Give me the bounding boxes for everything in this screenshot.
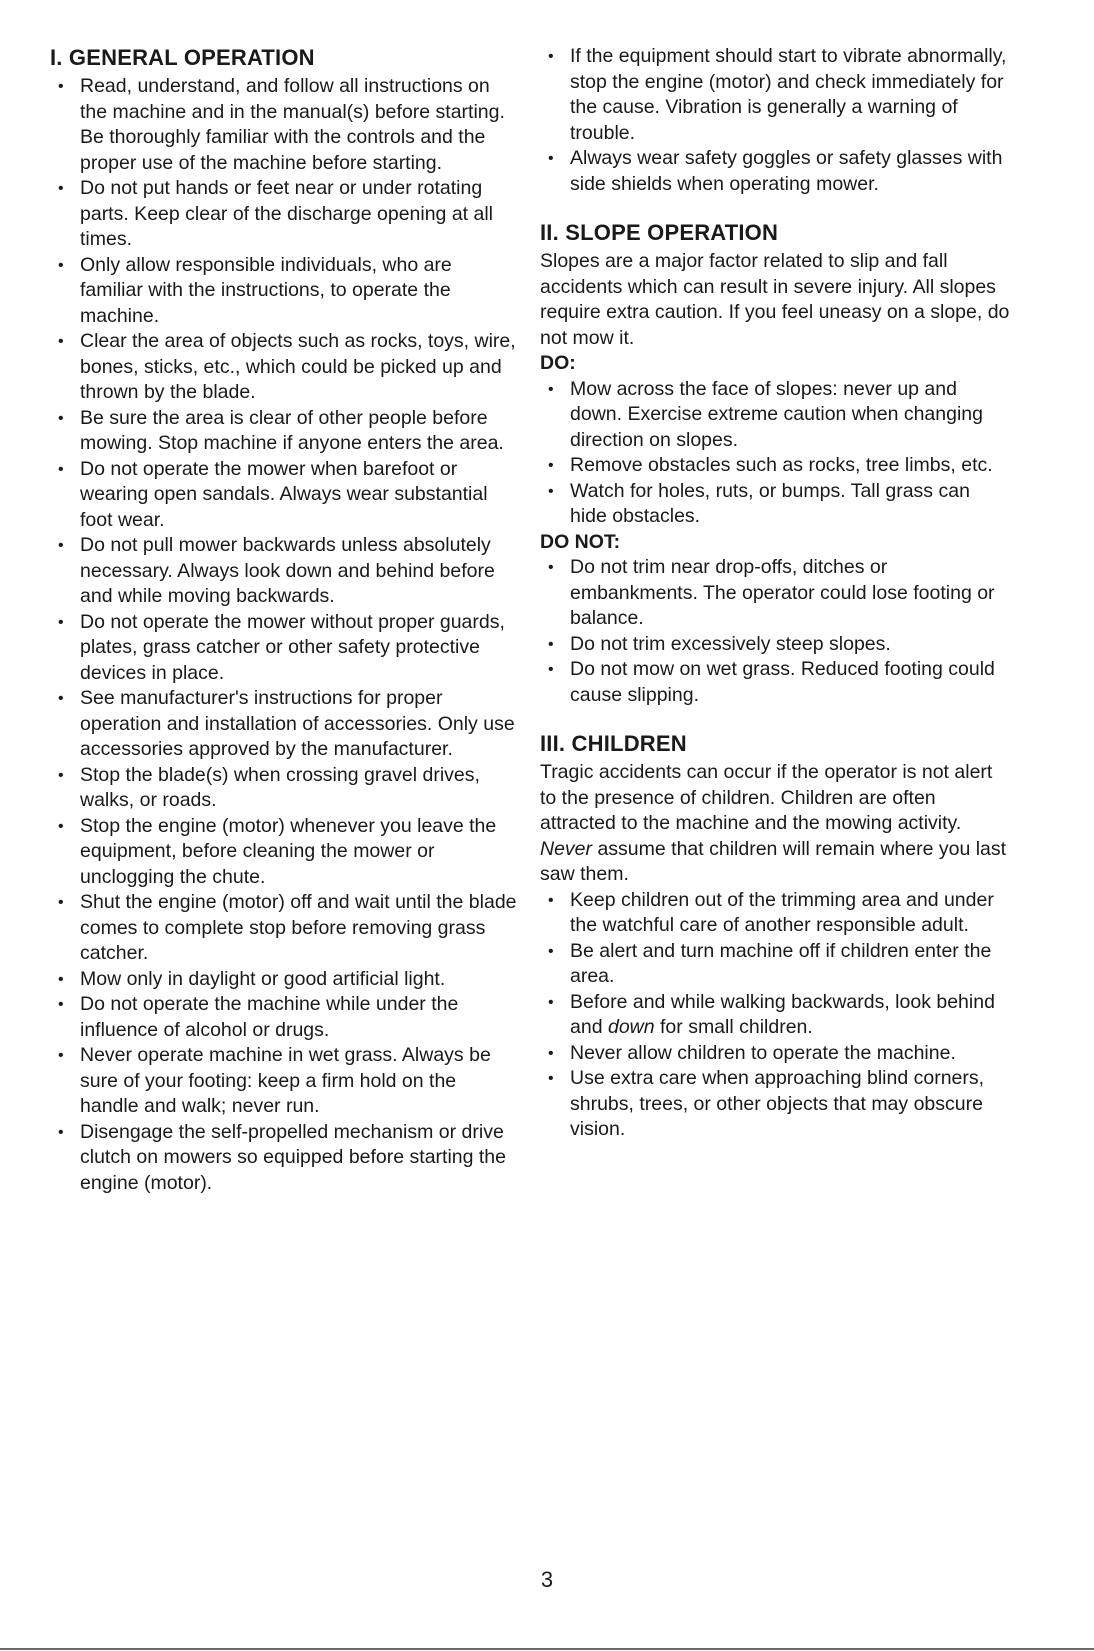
slope-operation-intro: Slopes are a major factor related to slip and fall accidents which can result in severe injury. All slopes require extra caution. If you feel uneasy on a slope, do not mow it.: [540, 250, 1010, 349]
list-item: [540, 990, 1010, 1041]
never-emphasis: Never: [540, 837, 593, 860]
list-item: • Do not operate the mower without proper guards, plates, grass catcher or other safety protective devices in place.: [50, 610, 520, 687]
list-item: • Do not put hands or feet near or under rotating parts. Keep clear of the discharge opening at all times.: [50, 176, 520, 253]
bottom-rule: [0, 1648, 1094, 1650]
list-item: • Do not operate the machine while under the influence of alcohol or drugs.: [50, 992, 520, 1043]
list-item: • Do not pull mower backwards unless absolutely necessary. Always look down and behind before and while moving backwards.: [50, 533, 520, 610]
children-list: [540, 888, 1010, 1143]
children-intro: [540, 760, 1010, 888]
down-emphasis: down: [607, 1016, 655, 1038]
general-operation-heading: I. GENERAL OPERATION: [50, 45, 315, 70]
list-item: • Shut the engine (motor) off and wait until the blade comes to complete stop before removing grass catcher.: [50, 890, 520, 967]
list-item: • Do not trim near drop-offs, ditches or embankments. The operator could lose footing or balance.: [540, 555, 1010, 632]
list-item: • Do not mow on wet grass. Reduced footing could cause slipping.: [540, 657, 1010, 708]
do-list: [540, 377, 1010, 530]
backwards-text: Before and while walking backwards, look behind and: [570, 990, 995, 1038]
list-item: • Mow across the face of slopes: never up and down. Exercise extreme caution when changing direction on slopes.: [540, 377, 1010, 454]
left-column: [50, 44, 520, 1196]
do-not-list: [540, 555, 1010, 708]
right-column: [540, 44, 1010, 1143]
list-item: • Read, understand, and follow all instructions on the machine and in the manual(s) before starting. Be thoroughly familiar with the controls and the proper use of the machine before starting.: [50, 74, 520, 176]
backwards-text-continued: for small children.: [660, 1016, 813, 1038]
list-item: • Stop the engine (motor) whenever you leave the equipment, before cleaning the mower or unclogging the chute.: [50, 814, 520, 891]
list-item: • Remove obstacles such as rocks, tree limbs, etc.: [540, 453, 1010, 479]
slope-operation-heading: II. SLOPE OPERATION: [540, 220, 779, 245]
list-item: • Disengage the self-propelled mechanism or drive clutch on mowers so equipped before starting the engine (motor).: [50, 1120, 520, 1197]
list-item: • Keep children out of the trimming area and under the watchful care of another responsible adult.: [540, 888, 1010, 939]
general-operation-list-continued: [540, 44, 1010, 197]
do-not-subheading: DO NOT:: [540, 530, 621, 553]
page-number: 3: [540, 1567, 554, 1592]
list-item: • If the equipment should start to vibrate abnormally, stop the engine (motor) and check immediately for the cause. Vibration is generally a warning of trouble.: [540, 44, 1010, 146]
list-item: • Use extra care when approaching blind corners, shrubs, trees, or other objects that may obscure vision.: [540, 1066, 1010, 1143]
list-item: • Clear the area of objects such as rocks, toys, wire, bones, sticks, etc., which could be picked up and thrown by the blade.: [50, 329, 520, 406]
list-item: • Never allow children to operate the machine.: [540, 1041, 1010, 1067]
list-item: • Do not operate the mower when barefoot or wearing open sandals. Always wear substantial foot wear.: [50, 457, 520, 534]
list-item: • Watch for holes, ruts, or bumps. Tall grass can hide obstacles.: [540, 479, 1010, 530]
list-item: • Only allow responsible individuals, who are familiar with the instructions, to operate the machine.: [50, 253, 520, 330]
list-item: • Never operate machine in wet grass. Always be sure of your footing: keep a firm hold on the handle and walk; never run.: [50, 1043, 520, 1120]
children-intro-text-continued: assume that children will remain where you last saw them.: [540, 837, 1007, 885]
list-item: • Always wear safety goggles or safety glasses with side shields when operating mower.: [540, 146, 1010, 197]
do-subheading: DO:: [540, 352, 576, 374]
list-item: • Be sure the area is clear of other people before mowing. Stop machine if anyone enters the area.: [50, 406, 520, 457]
children-heading: III. CHILDREN: [540, 731, 687, 756]
general-operation-list: [50, 74, 520, 1196]
list-item: • Do not trim excessively steep slopes.: [540, 632, 1010, 658]
children-intro-text: Tragic accidents can occur if the operator is not alert to the presence of children. Children are often attracted to the machine and the mowing activity.: [540, 761, 993, 834]
list-item: • See manufacturer's instructions for proper operation and installation of accessories. Only use accessories approved by the manufacturer.: [50, 686, 520, 763]
list-item: • Mow only in daylight or good artificial light.: [50, 967, 520, 993]
list-item: • Stop the blade(s) when crossing gravel drives, walks, or roads.: [50, 763, 520, 814]
list-item: • Be alert and turn machine off if children enter the area.: [540, 939, 1010, 990]
